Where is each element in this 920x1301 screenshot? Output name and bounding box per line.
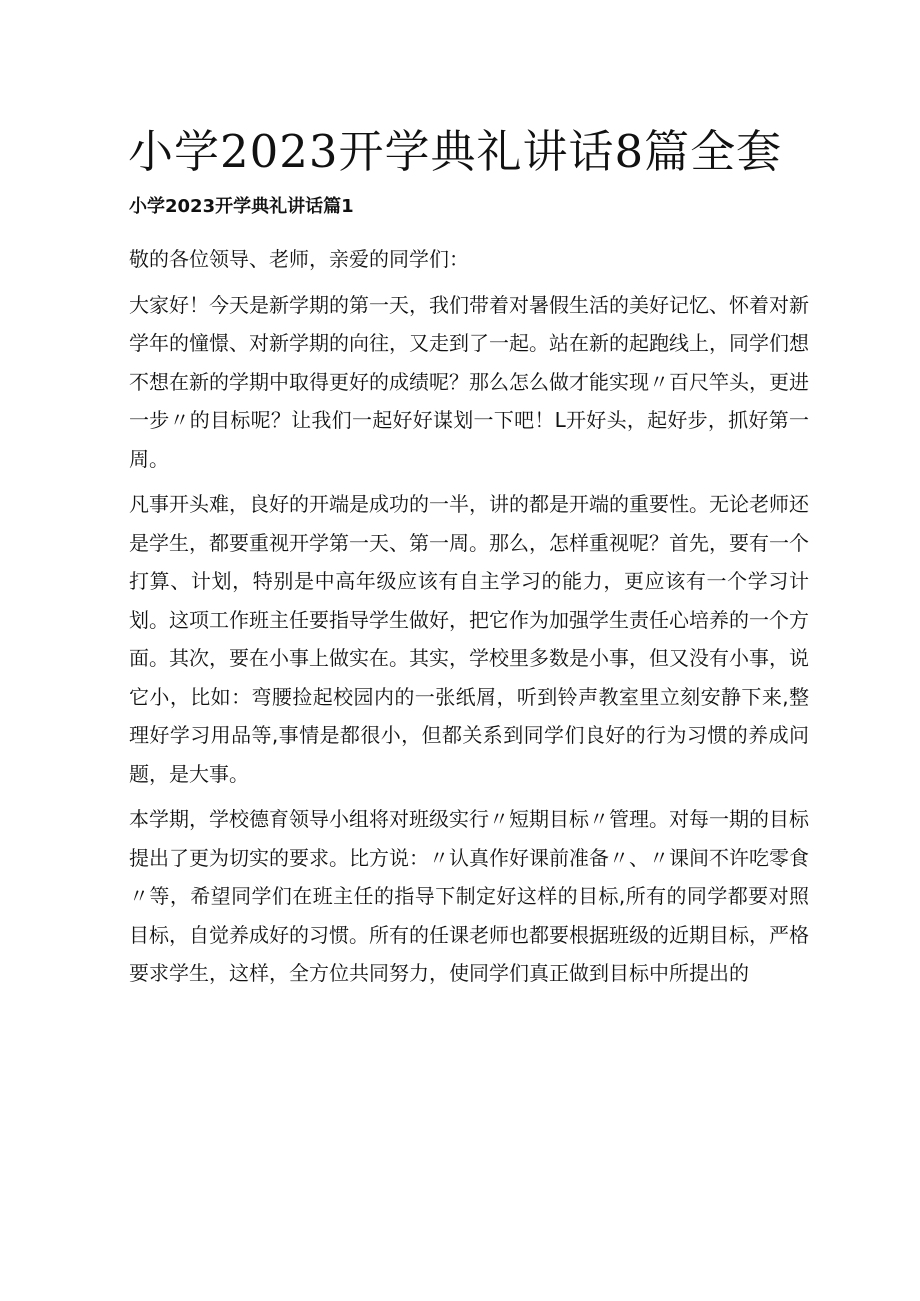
document-title: 小学2023开学典礼讲话8篇全套 bbox=[128, 125, 783, 178]
salutation: 敬的各位领导、老师，亲爱的同学们： bbox=[129, 247, 469, 271]
paragraph-1: 大家好！今天是新学期的第一天，我们带着对暑假生活的美好记忆、怀着对新学年的憧憬、对新学期的向往，又走到了一起。站在新的起跑线上，同学们想不想在新的学期中取得更好的成绩呢？那么怎么做才能实现〃百尺竿头，更进一步〃的目标呢？让我们一起好好谋划一下吧！L开好头，起好步，抓好第一周。 bbox=[129, 292, 809, 471]
paragraph-3: 本学期，学校德育领导小组将对班级实行〃短期目标〃管理。对每一期的目标提出了更为切实的要求。比方说：〃认真作好课前准备〃、〃课间不许吃零食〃等，希望同学们在班主任的指导下制定好这样的目标,所有的同学都要对照目标，自觉养成好的习惯。所有的任课老师也都要根据班级的近期目标，严格要求学生，这样，全方位共同努力，使同学们真正做到目标中所提出的 bbox=[129, 807, 809, 985]
section-heading: 小学2023开学典礼讲话篇1 bbox=[129, 196, 354, 217]
document-body bbox=[129, 240, 809, 1000]
paragraph-2: 凡事开头难，良好的开端是成功的一半，讲的都是开端的重要性。无论老师还是学生，都要重视开学第一天、第一周。那么，怎样重视呢？首先，要有一个打算、计划，特别是中高年级应该有自主学习的能力，更应该有一个学习计划。这项工作班主任要指导学生做好，把它作为加强学生责任心培养的一个方面。其次，要在小事上做实在。其实，学校里多数是小事，但又没有小事，说它小，比如：弯腰捡起校园内的一张纸屑，听到铃声教室里立刻安静下来,整理好学习用品等,事情是都很小，但都关系到同学们良好的行为习惯的养成问题，是大事。 bbox=[129, 492, 809, 786]
